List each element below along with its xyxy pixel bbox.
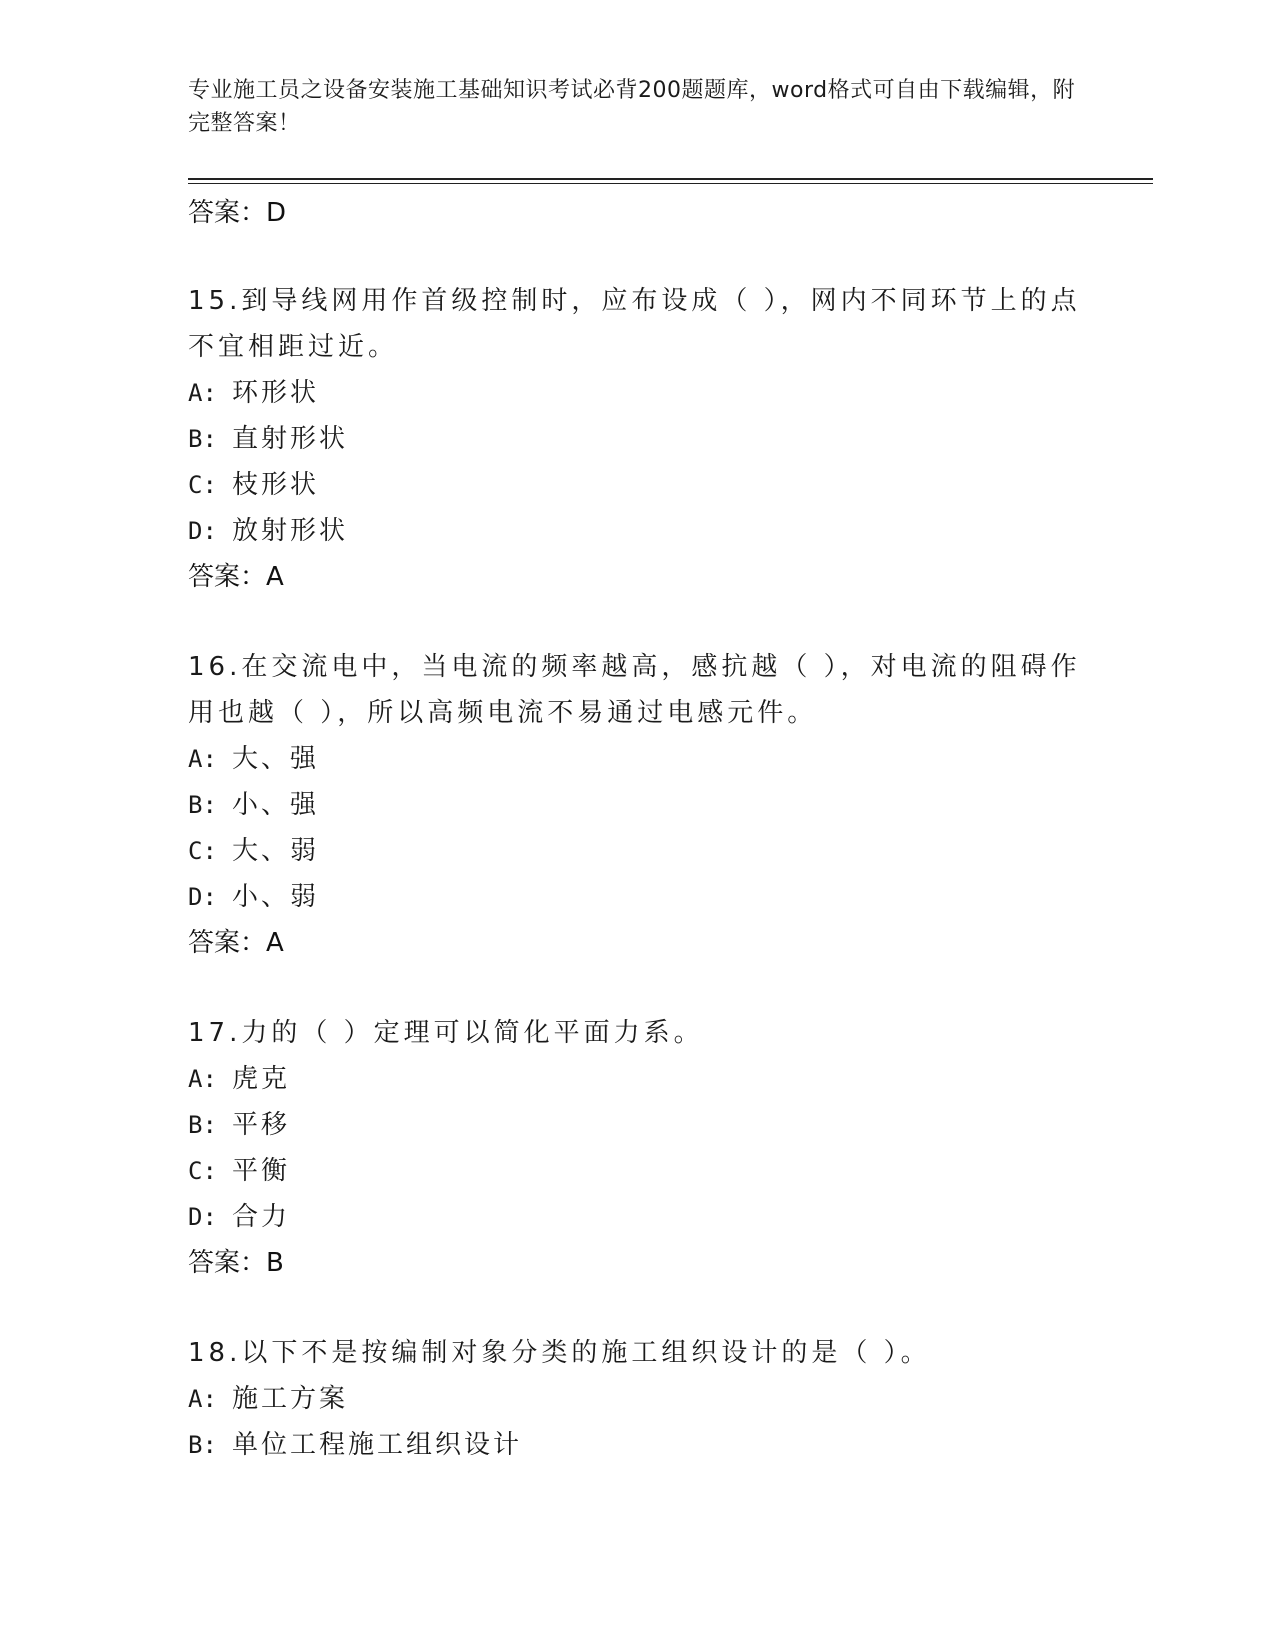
option-text: 平移	[232, 1110, 291, 1140]
question-stem: 17.力的（ ）定理可以简化平面力系。	[188, 1018, 704, 1048]
question-stem: 16.在交流电中，当电流的频率越高，感抗越（ ），对电流的阻碍作用也越（ ），所以高频电流不易通过电感元件。	[188, 652, 1081, 728]
option-text: 合力	[232, 1202, 291, 1232]
option-c	[188, 462, 1088, 508]
header-rule-thin	[188, 183, 1153, 184]
option-letter: D:	[188, 1203, 217, 1231]
option-letter: B:	[188, 1111, 217, 1139]
option-d	[188, 508, 1088, 554]
option-letter: A:	[188, 1385, 217, 1413]
answer-line: 答案：D	[188, 198, 287, 228]
answer-line: 答案：B	[188, 1248, 284, 1278]
option-letter: D:	[188, 517, 217, 545]
option-text: 大、弱	[232, 836, 320, 866]
question-15	[188, 278, 1088, 600]
option-text: 环形状	[232, 378, 320, 408]
option-a	[188, 1376, 1088, 1422]
page-header: 专业施工员之设备安装施工基础知识考试必背200题题库，word格式可自由下载编辑，附完整答案！	[188, 78, 1076, 136]
option-text: 枝形状	[232, 470, 320, 500]
question-list	[188, 190, 1088, 1512]
option-letter: C:	[188, 1157, 217, 1185]
option-letter: A:	[188, 379, 217, 407]
question-18	[188, 1330, 1088, 1468]
option-text: 施工方案	[232, 1384, 349, 1414]
option-letter: A:	[188, 1065, 217, 1093]
option-text: 大、强	[232, 744, 320, 774]
question-16	[188, 644, 1088, 966]
option-letter: B:	[188, 425, 217, 453]
option-c	[188, 1148, 1088, 1194]
option-c	[188, 828, 1088, 874]
option-letter: B:	[188, 1431, 217, 1459]
option-b	[188, 1422, 1088, 1468]
option-d	[188, 874, 1088, 920]
option-text: 小、弱	[232, 882, 320, 912]
option-b	[188, 782, 1088, 828]
option-letter: B:	[188, 791, 217, 819]
option-text: 放射形状	[232, 516, 349, 546]
option-text: 平衡	[232, 1156, 291, 1186]
option-b	[188, 416, 1088, 462]
option-text: 小、强	[232, 790, 320, 820]
answer-line: 答案：A	[188, 928, 284, 958]
option-a	[188, 736, 1088, 782]
option-b	[188, 1102, 1088, 1148]
option-a	[188, 1056, 1088, 1102]
option-letter: D:	[188, 883, 217, 911]
option-a	[188, 370, 1088, 416]
option-text: 虎克	[232, 1064, 291, 1094]
option-text: 直射形状	[232, 424, 349, 454]
option-letter: C:	[188, 837, 217, 865]
question-stem: 15.到导线网用作首级控制时，应布设成（ ），网内不同环节上的点不宜相距过近。	[188, 286, 1081, 362]
question-17	[188, 1010, 1088, 1286]
header-rule-thick	[188, 178, 1153, 180]
option-letter: C:	[188, 471, 217, 499]
option-d	[188, 1194, 1088, 1240]
option-letter: A:	[188, 745, 217, 773]
question-stem: 18.以下不是按编制对象分类的施工组织设计的是（ ）。	[188, 1338, 931, 1368]
answer-line: 答案：A	[188, 562, 284, 592]
option-text: 单位工程施工组织设计	[232, 1430, 523, 1460]
